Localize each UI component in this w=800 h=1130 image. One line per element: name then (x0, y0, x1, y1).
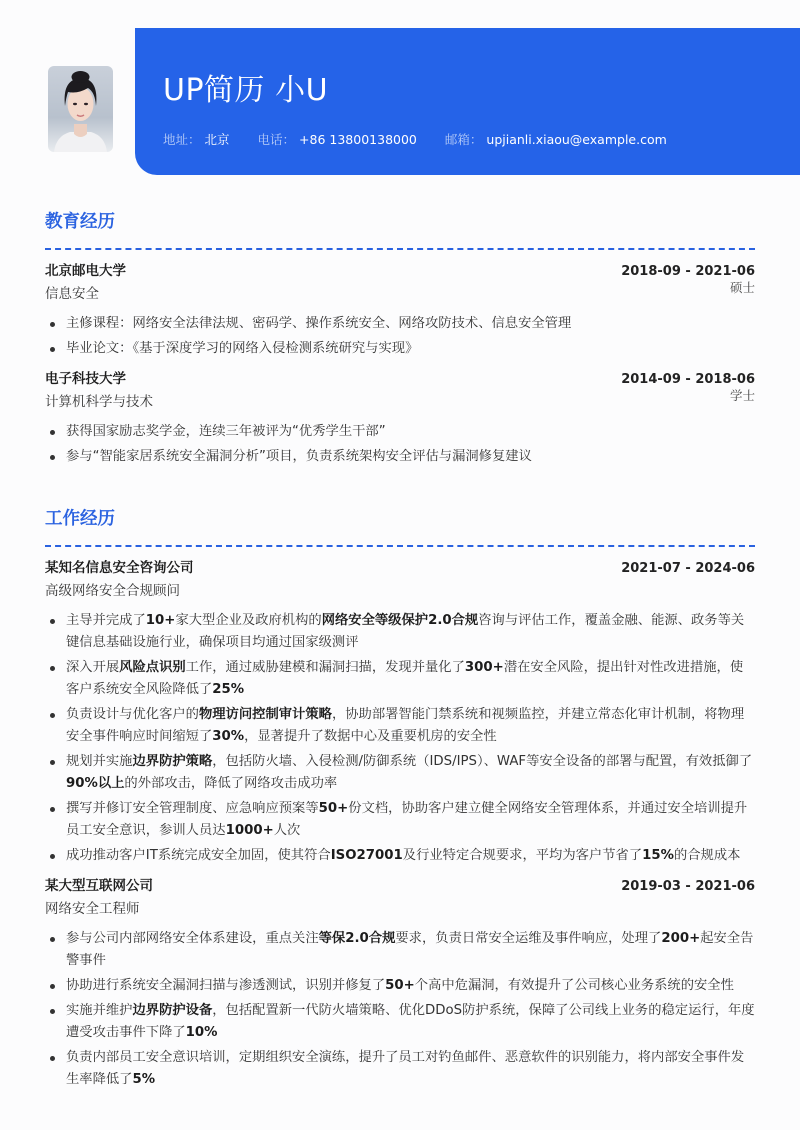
company-name: 某大型互联网公司 (45, 878, 153, 894)
list-item: 深入开展风险点识别工作，通过威胁建模和漏洞扫描，发现并量化了300+潜在安全风险，提出针对性改进措施，使客户系统安全风险降低了25% (45, 657, 755, 701)
list-item: 参与“智能家居系统安全漏洞分析”项目，负责系统架构安全评估与漏洞修复建议 (45, 446, 755, 468)
entry-header (45, 557, 755, 580)
entry-header (45, 368, 755, 391)
entry-subheader (45, 280, 755, 305)
list-item: 撰写并修订安全管理制度、应急响应预案等50+份文档，协助客户建立健全网络安全管理体系，并通过安全培训提升员工安全意识，参训人员达1000+人次 (45, 798, 755, 842)
highlight-text: 200+ (661, 931, 701, 946)
highlight-text: 15% (642, 848, 674, 863)
entry-date: 2014-09 - 2018-06 (621, 372, 755, 387)
school-name: 北京邮电大学 (45, 263, 126, 279)
phone-value[interactable]: +86 13800138000 (299, 132, 417, 147)
candidate-name: UP简历 小U (163, 73, 329, 108)
education-section (45, 214, 755, 471)
highlight-text: 90%以上 (66, 776, 125, 791)
contact-label: 邮箱： (444, 132, 483, 147)
list-item: 实施并维护边界防护设备，包括配置新一代防火墙策略、优化DDoS防护系统，保障了公司线上业务的稳定运行，年度遭受攻击事件下降了10% (45, 1000, 755, 1044)
entry-subheader (45, 580, 755, 602)
highlight-text: 风险点识别 (119, 660, 186, 675)
highlight-text: 1000+ (225, 823, 274, 838)
email-value[interactable]: upjianli.xiaou@example.com (486, 132, 667, 147)
contact-label: 地址： (163, 132, 201, 147)
bullet-list (45, 313, 755, 360)
list-item: 毕业论文：《基于深度学习的网络入侵检测系统研究与实现》 (45, 338, 755, 360)
portrait-icon (48, 66, 113, 152)
job-title: 高级网络安全合规顾问 (45, 583, 180, 599)
company-name: 某知名信息安全咨询公司 (45, 560, 194, 576)
contact-address (163, 130, 230, 148)
highlight-text: ISO27001 (330, 848, 403, 863)
header-banner (135, 28, 800, 175)
highlight-text: 10% (185, 1025, 218, 1040)
contact-email (445, 130, 667, 148)
bullet-list (45, 928, 755, 1091)
major: 信息安全 (45, 286, 99, 302)
list-item: 负责设计与优化客户的物理访问控制审计策略，协助部署智能门禁系统和视频监控，并建立常态化审计机制，将物理安全事件响应时间缩短了30%，显著提升了数据中心及重要机房的安全性 (45, 704, 755, 748)
school-name: 电子科技大学 (45, 371, 126, 387)
entry-date: 2018-09 - 2021-06 (621, 264, 755, 279)
bullet-list (45, 421, 755, 468)
entry-subheader (45, 388, 755, 413)
list-item: 成功推动客户IT系统完成安全加固，使其符合ISO27001及行业特定合规要求，平均为客户节省了15%的合规成本 (45, 845, 755, 867)
highlight-text: 边界防护设备 (132, 1003, 213, 1018)
entry-date: 2019-03 - 2021-06 (621, 879, 755, 894)
profile-photo (48, 66, 113, 152)
list-item: 规划并实施边界防护策略，包括防火墙、入侵检测/防御系统（IDS/IPS）、WAF等安全设备的部署与配置，有效抵御了90%以上的外部攻击，降低了网络攻击成功率 (45, 751, 755, 795)
section-title: 教育经历 (45, 212, 115, 232)
section-divider (45, 545, 755, 547)
list-item: 主修课程：网络安全法律法规、密码学、操作系统安全、网络攻防技术、信息安全管理 (45, 313, 755, 335)
highlight-text: 50+ (385, 978, 415, 993)
highlight-text: 50+ (318, 801, 349, 816)
work-section (45, 511, 755, 1094)
highlight-text: 网络安全等级保护2.0合规 (321, 613, 479, 628)
work-entry (45, 875, 755, 1091)
section-divider (45, 248, 755, 250)
list-item: 参与公司内部网络安全体系建设，重点关注等保2.0合规要求，负责日常安全运维及事件响应，处理了200+起安全告警事件 (45, 928, 755, 972)
entry-date: 2021-07 - 2024-06 (621, 561, 755, 576)
highlight-text: 300+ (464, 660, 504, 675)
contact-label: 电话： (257, 132, 296, 147)
education-entry (45, 260, 755, 360)
entry-subheader (45, 898, 755, 920)
address-value: 北京 (204, 132, 230, 147)
list-item: 获得国家励志奖学金，连续三年被评为“优秀学生干部” (45, 421, 755, 443)
highlight-text: 等保2.0合规 (318, 931, 396, 946)
degree: 硕士 (729, 280, 755, 295)
highlight-text: 5% (132, 1072, 156, 1087)
highlight-text: 25% (212, 682, 245, 697)
entry-header (45, 260, 755, 283)
work-entry (45, 557, 755, 867)
major: 计算机科学与技术 (45, 394, 153, 410)
job-title: 网络安全工程师 (45, 901, 140, 917)
education-entry (45, 368, 755, 468)
contact-phone (258, 130, 417, 148)
section-title: 工作经历 (45, 509, 115, 529)
list-item: 主导并完成了10+家大型企业及政府机构的网络安全等级保护2.0合规咨询与评估工作，覆盖金融、能源、政务等关键信息基础设施行业，确保项目均通过国家级测评 (45, 610, 755, 654)
highlight-text: 边界防护策略 (132, 754, 213, 769)
entry-header (45, 875, 755, 898)
highlight-text: 10+ (145, 613, 176, 628)
highlight-text: 30% (212, 729, 245, 744)
list-item: 负责内部员工安全意识培训，定期组织安全演练，提升了员工对钓鱼邮件、恶意软件的识别能力，将内部安全事件发生率降低了5% (45, 1047, 755, 1091)
contact-info (163, 130, 667, 148)
highlight-text: 物理访问控制审计策略 (198, 707, 332, 722)
degree: 学士 (729, 388, 755, 403)
bullet-list (45, 610, 755, 867)
list-item: 协助进行系统安全漏洞扫描与渗透测试，识别并修复了50+个高中危漏洞，有效提升了公司核心业务系统的安全性 (45, 975, 755, 997)
